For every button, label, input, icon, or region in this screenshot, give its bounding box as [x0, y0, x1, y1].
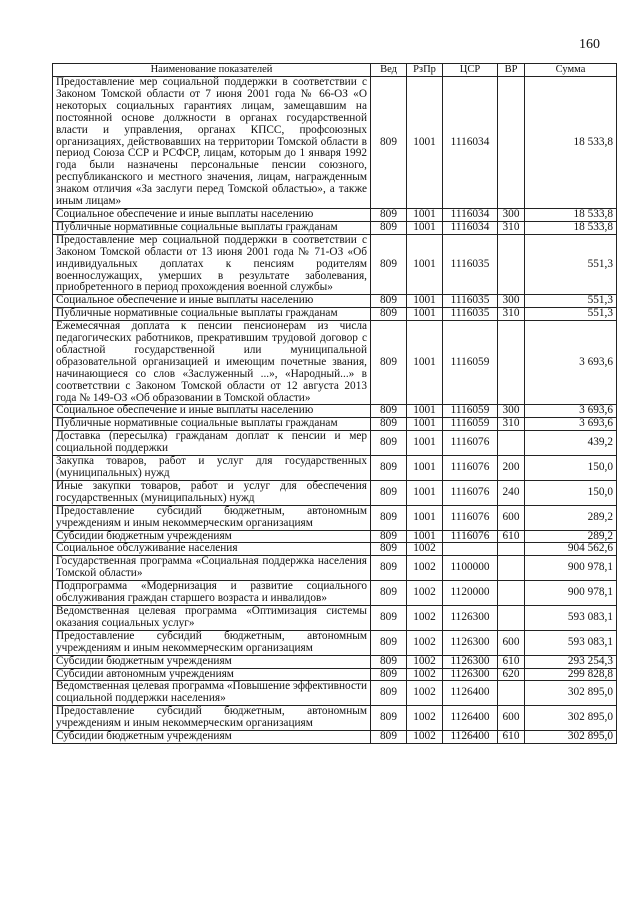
cell-vr [498, 581, 525, 606]
cell-name: Доставка (пересылка) гражданам доплат к пенсии и мер социальной поддержки [53, 431, 371, 456]
cell-csr: 1116034 [443, 208, 498, 221]
cell-vr: 310 [498, 221, 525, 234]
cell-ved: 809 [371, 418, 407, 431]
cell-ved: 809 [371, 668, 407, 681]
cell-ved: 809 [371, 681, 407, 706]
cell-csr: 1126300 [443, 605, 498, 630]
table-row [53, 418, 617, 431]
cell-ved: 809 [371, 480, 407, 505]
cell-ved: 809 [371, 505, 407, 530]
cell-csr: 1116035 [443, 234, 498, 295]
cell-rzpr: 1002 [407, 655, 443, 668]
cell-rzpr: 1002 [407, 605, 443, 630]
table-row [53, 530, 617, 543]
cell-vr [498, 681, 525, 706]
cell-sum: 551,3 [525, 308, 617, 321]
cell-vr: 620 [498, 668, 525, 681]
cell-csr: 1100000 [443, 556, 498, 581]
cell-name: Социальное обеспечение и иные выплаты населению [53, 295, 371, 308]
cell-name: Субсидии бюджетным учреждениям [53, 530, 371, 543]
cell-csr: 1126400 [443, 706, 498, 731]
cell-rzpr: 1001 [407, 530, 443, 543]
cell-ved: 809 [371, 706, 407, 731]
cell-rzpr: 1002 [407, 681, 443, 706]
table-row [53, 234, 617, 295]
table-row [53, 655, 617, 668]
cell-vr: 600 [498, 630, 525, 655]
cell-vr: 310 [498, 308, 525, 321]
cell-sum: 18 533,8 [525, 221, 617, 234]
cell-rzpr: 1001 [407, 295, 443, 308]
table-header-row [53, 64, 617, 77]
cell-name: Социальное обеспечение и иные выплаты населению [53, 405, 371, 418]
cell-rzpr: 1002 [407, 706, 443, 731]
table-row [53, 505, 617, 530]
cell-name: Предоставление мер социальной поддержки в соответствии с Законом Томской области от 13 июня 2001 года № 71-ОЗ «Об индивидуальных доплатах к пенсиям родителям военнослужащих, умерших в результате заболевания, приобретенного в период прохождения военной службы» [53, 234, 371, 295]
cell-sum: 299 828,8 [525, 668, 617, 681]
cell-ved: 809 [371, 731, 407, 744]
table-row [53, 731, 617, 744]
cell-csr: 1126300 [443, 668, 498, 681]
header-rzpr: РзПр [407, 64, 443, 77]
cell-vr: 600 [498, 706, 525, 731]
cell-csr: 1116034 [443, 221, 498, 234]
table-row [53, 208, 617, 221]
cell-rzpr: 1002 [407, 630, 443, 655]
cell-sum: 3 693,6 [525, 418, 617, 431]
cell-ved: 809 [371, 431, 407, 456]
cell-rzpr: 1001 [407, 418, 443, 431]
cell-name: Социальное обеспечение и иные выплаты населению [53, 208, 371, 221]
cell-name: Публичные нормативные социальные выплаты гражданам [53, 308, 371, 321]
cell-rzpr: 1001 [407, 208, 443, 221]
cell-vr: 600 [498, 505, 525, 530]
cell-rzpr: 1001 [407, 431, 443, 456]
cell-csr: 1126300 [443, 630, 498, 655]
cell-sum: 904 562,6 [525, 543, 617, 556]
cell-vr [498, 77, 525, 209]
cell-name: Субсидии автономным учреждениям [53, 668, 371, 681]
cell-sum: 150,0 [525, 456, 617, 481]
cell-csr: 1116059 [443, 418, 498, 431]
cell-sum: 3 693,6 [525, 321, 617, 405]
table-row [53, 405, 617, 418]
cell-csr: 1116076 [443, 530, 498, 543]
table-row [53, 668, 617, 681]
header-name: Наименование показателей [53, 64, 371, 77]
table-row [53, 295, 617, 308]
table-row [53, 77, 617, 209]
cell-sum: 293 254,3 [525, 655, 617, 668]
header-ved: Вед [371, 64, 407, 77]
table-row [53, 706, 617, 731]
cell-sum: 150,0 [525, 480, 617, 505]
cell-vr: 610 [498, 655, 525, 668]
cell-sum: 289,2 [525, 530, 617, 543]
cell-vr [498, 543, 525, 556]
cell-rzpr: 1002 [407, 556, 443, 581]
cell-vr: 200 [498, 456, 525, 481]
cell-name: Субсидии бюджетным учреждениям [53, 731, 371, 744]
cell-csr: 1116076 [443, 480, 498, 505]
cell-ved: 809 [371, 321, 407, 405]
header-vr: ВР [498, 64, 525, 77]
cell-csr: 1116035 [443, 295, 498, 308]
cell-rzpr: 1002 [407, 581, 443, 606]
page-number: 160 [579, 37, 600, 52]
table-row [53, 321, 617, 405]
cell-rzpr: 1001 [407, 221, 443, 234]
cell-vr [498, 431, 525, 456]
cell-sum: 439,2 [525, 431, 617, 456]
cell-sum: 593 083,1 [525, 630, 617, 655]
cell-name: Предоставление субсидий бюджетным, автономным учреждениям и иным некоммерческим организациям [53, 706, 371, 731]
cell-ved: 809 [371, 655, 407, 668]
cell-rzpr: 1001 [407, 77, 443, 209]
cell-rzpr: 1001 [407, 480, 443, 505]
cell-rzpr: 1002 [407, 731, 443, 744]
cell-ved: 809 [371, 605, 407, 630]
cell-ved: 809 [371, 308, 407, 321]
cell-vr [498, 556, 525, 581]
header-csr: ЦСР [443, 64, 498, 77]
cell-name: Ведомственная целевая программа «Оптимизация системы оказания социальных услуг» [53, 605, 371, 630]
cell-ved: 809 [371, 405, 407, 418]
cell-sum: 289,2 [525, 505, 617, 530]
cell-csr: 1116076 [443, 456, 498, 481]
cell-ved: 809 [371, 234, 407, 295]
cell-sum: 3 693,6 [525, 405, 617, 418]
cell-sum: 593 083,1 [525, 605, 617, 630]
cell-name: Государственная программа «Социальная поддержка населения Томской области» [53, 556, 371, 581]
cell-vr: 240 [498, 480, 525, 505]
cell-sum: 18 533,8 [525, 208, 617, 221]
cell-ved: 809 [371, 543, 407, 556]
cell-rzpr: 1001 [407, 405, 443, 418]
table-row [53, 630, 617, 655]
cell-vr: 610 [498, 731, 525, 744]
cell-sum: 302 895,0 [525, 731, 617, 744]
cell-sum: 302 895,0 [525, 706, 617, 731]
cell-name: Иные закупки товаров, работ и услуг для обеспечения государственных (муниципальных) нужд [53, 480, 371, 505]
cell-csr: 1116034 [443, 77, 498, 209]
table-row [53, 431, 617, 456]
table-row [53, 681, 617, 706]
cell-csr: 1126400 [443, 681, 498, 706]
table-row [53, 456, 617, 481]
table-row [53, 221, 617, 234]
cell-name: Социальное обслуживание населения [53, 543, 371, 556]
cell-csr: 1116076 [443, 505, 498, 530]
cell-rzpr: 1001 [407, 308, 443, 321]
table-row [53, 581, 617, 606]
cell-ved: 809 [371, 456, 407, 481]
cell-rzpr: 1002 [407, 668, 443, 681]
cell-ved: 809 [371, 208, 407, 221]
cell-vr: 310 [498, 418, 525, 431]
cell-vr: 610 [498, 530, 525, 543]
cell-rzpr: 1002 [407, 543, 443, 556]
cell-sum: 551,3 [525, 234, 617, 295]
cell-ved: 809 [371, 530, 407, 543]
table-row [53, 543, 617, 556]
cell-vr [498, 321, 525, 405]
cell-csr: 1116035 [443, 308, 498, 321]
cell-sum: 18 533,8 [525, 77, 617, 209]
cell-name: Предоставление субсидий бюджетным, автономным учреждениям и иным некоммерческим организациям [53, 630, 371, 655]
cell-vr: 300 [498, 208, 525, 221]
cell-rzpr: 1001 [407, 456, 443, 481]
cell-vr: 300 [498, 295, 525, 308]
table-row [53, 605, 617, 630]
cell-sum: 900 978,1 [525, 581, 617, 606]
cell-csr: 1126300 [443, 655, 498, 668]
cell-name: Публичные нормативные социальные выплаты гражданам [53, 418, 371, 431]
cell-sum: 551,3 [525, 295, 617, 308]
cell-name: Предоставление субсидий бюджетным, автономным учреждениям и иным некоммерческим организациям [53, 505, 371, 530]
cell-ved: 809 [371, 630, 407, 655]
cell-name: Предоставление мер социальной поддержки в соответствии с Законом Томской области от 7 июня 2001 года № 66-ОЗ «О некоторых социальных гарантиях лицам, замещавшим на постоянной основе должности в органах государственной власти и управления, органах КПСС, профсоюзных организациях, действовавших на территории Томской области в период Союза ССР и РСФСР, лицам, которым до 1 января 1992 года были назначены персональные пенсии союзного, республиканского и местного значения, лицам, награжденным знаком отличия «За заслуги перед Томской областью», а также иным лицам» [53, 77, 371, 209]
cell-csr: 1120000 [443, 581, 498, 606]
cell-ved: 809 [371, 77, 407, 209]
cell-rzpr: 1001 [407, 505, 443, 530]
cell-ved: 809 [371, 556, 407, 581]
cell-name: Ведомственная целевая программа «Повышение эффективности социальной поддержки населения» [53, 681, 371, 706]
table-row [53, 556, 617, 581]
cell-sum: 302 895,0 [525, 681, 617, 706]
header-sum: Сумма [525, 64, 617, 77]
cell-ved: 809 [371, 581, 407, 606]
cell-name: Субсидии бюджетным учреждениям [53, 655, 371, 668]
cell-sum: 900 978,1 [525, 556, 617, 581]
cell-rzpr: 1001 [407, 321, 443, 405]
cell-csr [443, 543, 498, 556]
cell-vr: 300 [498, 405, 525, 418]
cell-vr [498, 234, 525, 295]
cell-vr [498, 605, 525, 630]
cell-rzpr: 1001 [407, 234, 443, 295]
budget-table [52, 63, 617, 744]
table-row [53, 308, 617, 321]
table-row [53, 480, 617, 505]
cell-name: Ежемесячная доплата к пенсии пенсионерам из числа педагогических работников, прекратившим трудовой договор с областной государственной или муниципальной образовательной организацией и имеющим почетные звания, начинающиеся со слов «Заслуженный ...», «Народный...» в соответствии с Законом Томской области от 12 августа 2013 года № 149-ОЗ «Об образовании в Томской области» [53, 321, 371, 405]
cell-ved: 809 [371, 221, 407, 234]
cell-name: Подпрограмма «Модернизация и развитие социального обслуживания граждан старшего возраста и инвалидов» [53, 581, 371, 606]
cell-name: Публичные нормативные социальные выплаты гражданам [53, 221, 371, 234]
cell-ved: 809 [371, 295, 407, 308]
cell-csr: 1126400 [443, 731, 498, 744]
cell-csr: 1116076 [443, 431, 498, 456]
cell-csr: 1116059 [443, 321, 498, 405]
table-body [53, 77, 617, 744]
cell-csr: 1116059 [443, 405, 498, 418]
cell-name: Закупка товаров, работ и услуг для государственных (муниципальных) нужд [53, 456, 371, 481]
